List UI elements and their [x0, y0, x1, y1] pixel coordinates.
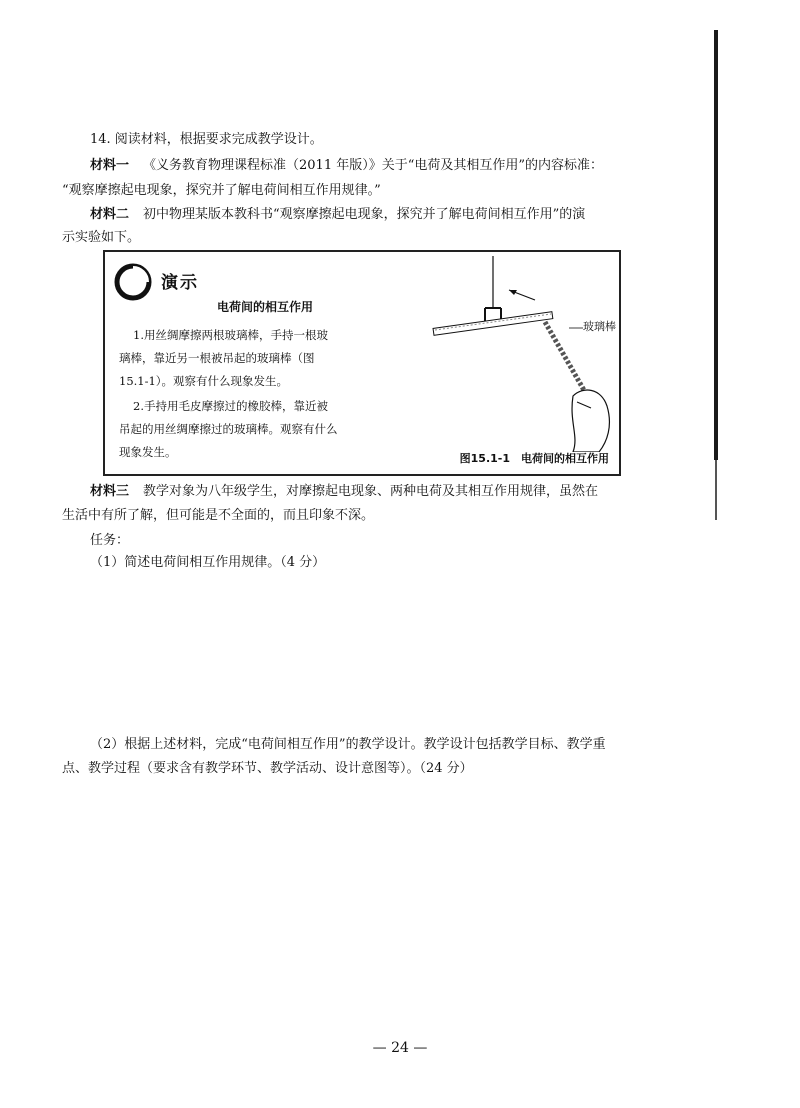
material2-line1	[90, 205, 710, 225]
demo-step1-line2: 璃棒，靠近另一根被吊起的玻璃棒（图	[119, 351, 315, 365]
demo-logo-icon	[113, 262, 153, 302]
material1-label: 材料一	[90, 158, 130, 173]
question-intro: 14. 阅读材料，根据要求完成教学设计。	[90, 132, 323, 147]
material2-line2: 示实验如下。	[62, 230, 141, 245]
task2-line1: （2）根据上述材料，完成“电荷间相互作用”的教学设计。教学设计包括教学目标、教学重	[90, 737, 606, 752]
demo-step1-line3: 15.1-1）。观察有什么现象发生。	[119, 374, 289, 388]
figure-caption: 图15.1-1 电荷间的相互作用	[459, 452, 609, 465]
demo-step2-line2: 吊起的用丝绸摩擦过的玻璃棒。观察有什么	[119, 422, 338, 436]
task2-line2: 点、教学过程（要求含有教学环节、教学活动、设计意图等）。（24 分）	[62, 761, 473, 776]
material3-label: 材料三	[90, 484, 130, 499]
demo-step1-line1: 1.用丝绸摩擦两根玻璃棒，手持一根玻	[133, 328, 328, 342]
demo-illustration	[423, 256, 619, 452]
material2-label: 材料二	[90, 207, 130, 222]
material2-text: 初中物理某版本教科书“观察摩擦起电现象，探究并了解电荷间相互作用”的演	[143, 207, 586, 222]
demo-box	[103, 250, 621, 476]
material3-text: 教学对象为八年级学生，对摩擦起电现象、两种电荷及其相互作用规律，虽然在	[143, 484, 599, 499]
material1-text: 《义务教育物理课程标准（2011 年版）》关于“电荷及其相互作用”的内容标准：	[143, 158, 604, 173]
material3-line2: 生活中有所了解，但可能是不全面的，而且印象不深。	[62, 508, 375, 523]
rod-label: 玻璃棒	[583, 320, 616, 333]
demo-step2-line3: 现象发生。	[119, 445, 177, 459]
scan-edge-mark	[714, 30, 718, 460]
scan-edge-mark	[715, 460, 717, 520]
demo-heading: 演示	[161, 273, 199, 293]
material1-line1	[90, 156, 710, 176]
material3-line1	[90, 482, 710, 502]
material1-line2: “观察摩擦起电现象，探究并了解电荷间相互作用规律。”	[62, 183, 381, 198]
demo-subtitle: 电荷间的相互作用	[216, 300, 313, 314]
demo-step2-line1: 2.手持用毛皮摩擦过的橡胶棒，靠近被	[133, 399, 328, 413]
task1: （1）简述电荷间相互作用规律。（4 分）	[90, 555, 326, 570]
tasks-heading: 任务：	[90, 533, 130, 548]
page-number: — 24 —	[372, 1040, 428, 1056]
